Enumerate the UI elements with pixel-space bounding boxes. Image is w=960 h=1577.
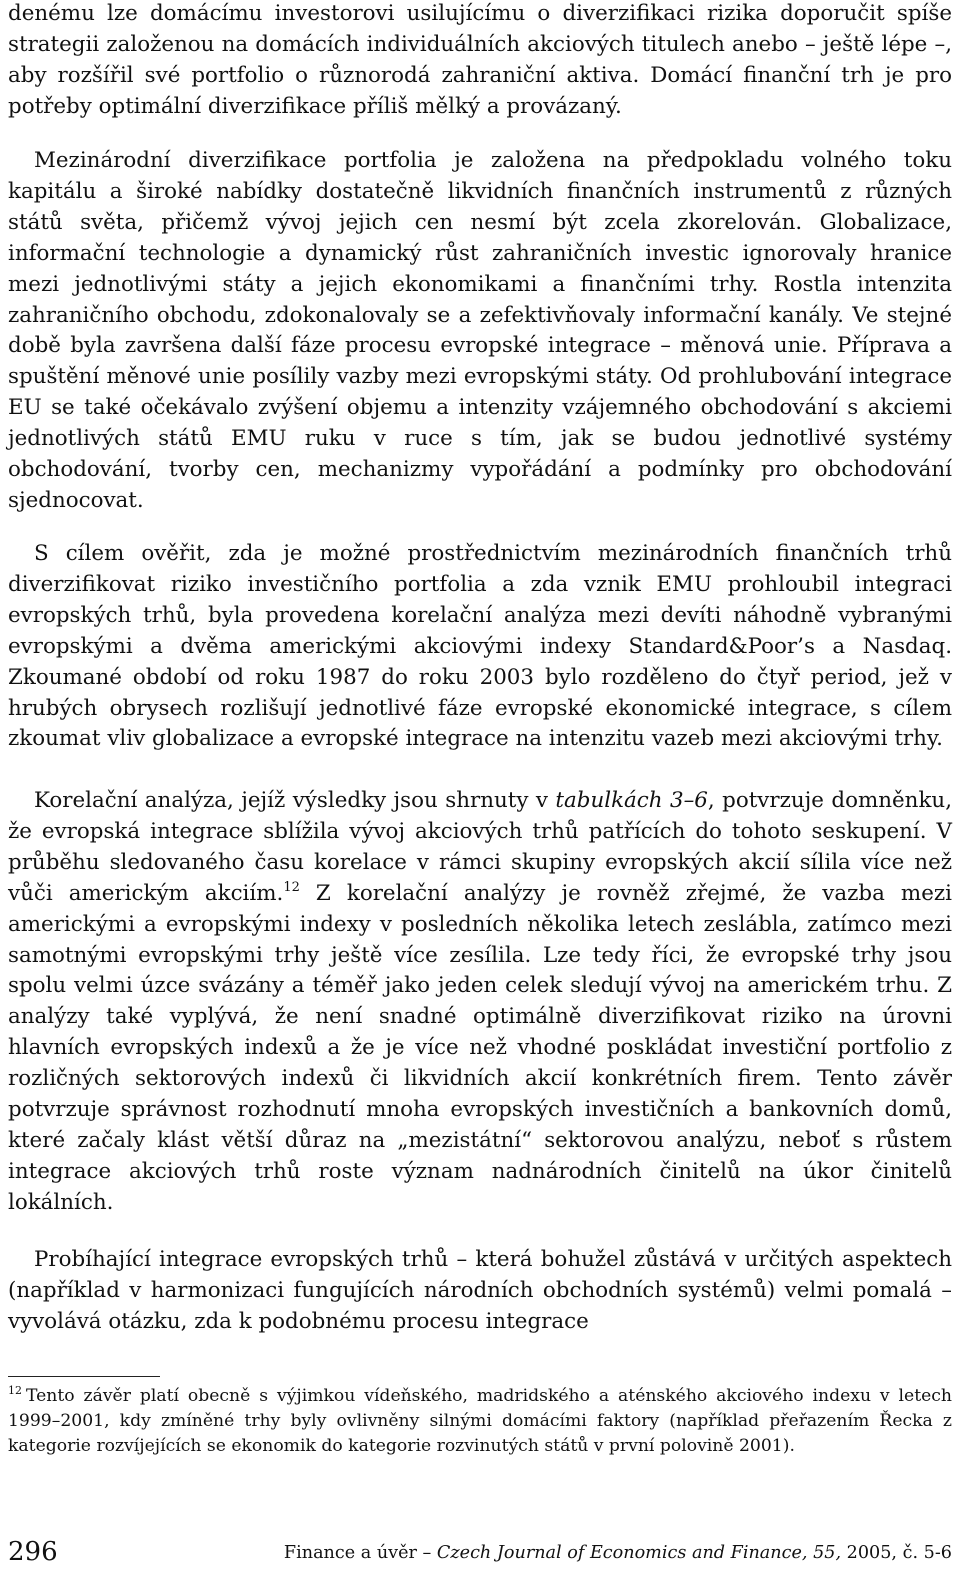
journal-prefix: Finance a úvěr – xyxy=(283,1543,437,1563)
p4-text-c: Z korelační analýzy je rovněž zřejmé, že vazba mezi americkými a evropskými indexy v posledních několika letech zeslábla, zatímco mezi samotnými evropskými trhy ještě více zesílila. Lze tedy říci, že evropské trhy jsou spolu velmi úzce svázány a téměř jako jeden celek sledují vývoj na americkém trhu. Z analýzy také vyplývá, že není snadné optimálně diverzifikovat riziko na úrovni hlavních evropských indexů a že je více než vhodné poskládat investiční portfolio z rozličných sektorových indexů či likvidních akcií konkrétních firem. Tento závěr potvrzuje správnost rozhodnutí mnoha evropských investičních a bankovních domů, které začaly klást větší důraz na „mezistátní“ sektorovou analýzu, neboť s růstem integrace akciových trhů roste význam nadnárodních činitelů na úkor činitelů lokálních. xyxy=(8,880,952,1215)
p4-text-a: Korelační analýza, jejíž výsledky jsou shrnuty v xyxy=(34,788,556,813)
footnote-reference: 12 xyxy=(283,879,300,895)
body-paragraph-international-diversification: Mezinárodní diverzifikace portfolia je založena na předpokladu volného toku kapitálu a široké nabídky dostatečně likvidních finančních instrumentů z různých států světa, přičemž vývoj jejich cen nesmí být zcela zkorelován. Globalizace, informační technologie a dynamický růst zahraničních investic ignorovaly hranice mezi jednotlivými státy a jejich ekonomikami a finančními trhy. Rostla intenzita zahraničního obchodu, zdokonalovaly se a zefektivňovaly informační kanály. Ve stejné době byla završena další fáze procesu evropské integrace – měnová unie. Příprava a spuštění měnové unie posílily vazby mezi evropskými státy. Od prohlubování integrace EU se také očekávalo zvýšení objemu a intenzity vzájemného obchodování s akciemi jednotlivých států EMU ruku v ruce s tím, jak se budou jednotlivé systémy obchodování, tvorby cen, mechanizmy vypořádání a podmínky pro obchodování sjednocovat. xyxy=(8,148,952,513)
body-paragraph-correlation-analysis-method: S cílem ověřit, zda je možné prostřednictvím mezinárodních finančních trhů diverzifikovat riziko investičního portfolia a zda vznik EMU prohloubil integraci evropských trhů, byla provedena korelační analýza mezi devíti náhodně vybranými evropskými a dvěma americkými akciovými indexy Standard&Poor’s a Nasdaq. Zkoumané období od roku 1987 do roku 2003 bylo rozděleno do čtyř period, jež v hrubých obrysech rozlišují jednotlivé fáze evropské ekonomické integrace, s cílem zkoumat vliv globalizace a evropské integrace na intenzitu vazeb mezi akciovými trhy. xyxy=(8,541,952,752)
p4-text-b: , potvrzuje domněnku, že evropská integrace sblížila vývoj akciových trhů patřících do tohoto seskupení. V průběhu sledovaného času korelace v rámci skupiny evropských akcií sílila více než vůči americkým akciím. xyxy=(8,788,952,906)
journal-running-footer xyxy=(284,1538,952,1568)
footnote-mark: 12 xyxy=(8,1384,22,1397)
page-number: 296 xyxy=(8,1537,58,1567)
footnote-text: Tento závěr platí obecně s výjimkou vídeňského, madridského a aténského akciového indexu v letech 1999–2001, kdy zmíněné trhy byly ovlivněny silnými domácími faktory (například přeřazením Řecka z kategorie rozvíjejících se ekonomik do kategorie rozvinutých států v první polovině 2001). xyxy=(8,1386,952,1457)
journal-issue: 2005, č. 5-6 xyxy=(841,1543,952,1563)
footnote-separator xyxy=(8,1376,160,1377)
body-paragraph-ongoing-integration: Probíhající integrace evropských trhů – která bohužel zůstává v určitých aspektech (například v harmonizaci fungujících národních obchodních systémů) velmi pomalá – vyvolává otázku, zda k podobnému procesu integrace xyxy=(8,1247,952,1334)
page-footer xyxy=(8,1534,952,1570)
footnote xyxy=(8,1384,952,1460)
journal-title: Czech Journal of Economics and Finance, 55, xyxy=(436,1543,842,1563)
table-reference: tabulkách 3–6 xyxy=(555,788,708,813)
body-paragraph-continued: denému lze domácímu investorovi usilujícímu o diverzifikaci rizika doporučit spíše strategii založenou na domácích individuálních akciových titulech anebo – ještě lépe –, aby rozšířil své portfolio o různorodá zahraniční aktiva. Domácí finanční trh je pro potřeby optimální diverzifikace příliš mělký a provázaný. xyxy=(8,1,952,119)
body-paragraph-correlation-results xyxy=(8,786,952,1219)
